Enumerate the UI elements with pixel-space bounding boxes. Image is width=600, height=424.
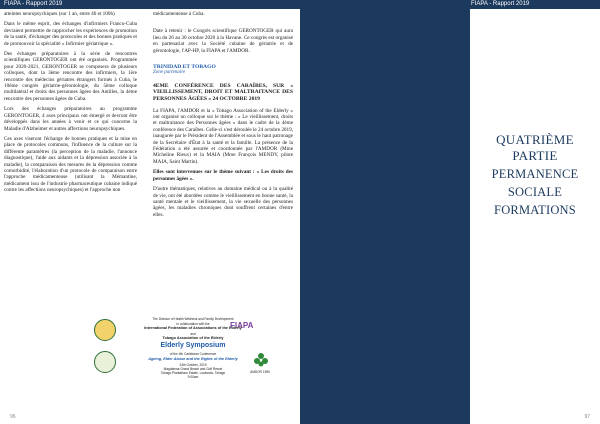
- part-title: QUATRIÈME PARTIE: [496, 132, 574, 163]
- fiapa-logo: FIAPA: [230, 321, 254, 330]
- paragraph: D'autre thématiques, relatives au domaine médical ou à la qualité de vie, ont été abordées comme le vieillissement en bonne santé, la santé mentale et le vieillissement, la vie sexuelle des personnes âgées, les maladies chroniques dont souffrent certaines d'entre elles.: [153, 186, 293, 218]
- part-subtitle-line: FORMATIONS: [494, 203, 576, 217]
- left-column: [4, 11, 137, 198]
- flyer-line: 9:00am: [187, 375, 199, 379]
- right-column: [153, 11, 293, 222]
- paragraph: médicamenteuse à Cuba.: [153, 11, 205, 17]
- paragraph: atteintes neuropsychiques (sur 1 an, entre 40 et 100h): [4, 11, 115, 17]
- right-header-title: FIAPA - Rapport 2019: [471, 1, 530, 7]
- paragraph: Elles sont intervenues sur le thème suivant : « Les droits des personnes âgées ».: [153, 169, 293, 182]
- flyer-line: Tobago Association of the Elderly: [162, 336, 224, 340]
- paragraph: Des échanges préparatoires à la série de rencontres scientifiques GERONTOGER ont été organisés. Programmée pour 2020-2021, GERONTOGER se composera de plusieurs colloques, dont la 3ème rencontre des infirmiers, la 1ère rencontre des médecins gériatres étrangers formés à Cuba, le 10ème congrès gériatrie-gérontologie, du 5ème colloque multilatéral et droits des personnes âgées des Antilles, la 4ème rencontre des personnes âgées de Cuba.: [4, 51, 137, 102]
- part-subtitle: [475, 165, 595, 219]
- region-title: TRINIDAD ET TOBAGO: [153, 64, 216, 71]
- part-subtitle-line: PERMANENCE SOCIALE: [491, 167, 579, 199]
- paragraph: Dans le même esprit, des échanges d'infirmiers Franco-Cuba devraient permettre de rapprocher les expériences de promotion de la santé, d'échanger des protocoles et des bonnes pratiques et de promouvoir la spécialité « Infirmier gériatrique ».: [4, 21, 137, 47]
- flyer-title: Elderly Symposium: [160, 342, 226, 349]
- flyer-line: 24th October, 2019: [179, 363, 207, 367]
- region-subtitle: Zone partenaire: [153, 70, 186, 76]
- flyer-line: Magdalena Grand Beach and Golf Resort: [163, 367, 223, 371]
- page-number: 97: [584, 414, 590, 420]
- flyer-line: The Division of Health Wellness and Family Development: [152, 317, 234, 321]
- paragraph: Ces axes viseront l'échange de bonnes pratiques et la mise en place de protocoles communs, l'influence de la culture sur la différente paramètres (la perception de la maladie, l'annonce diagnostique), l'aide aux aidants et la dépression associée à la maladie), la comparaison des mesures de la dépression comme comorbidité, l'élaboration d'un protocole de comparaison entre l'approche médicamenteuse (utilisant la Mémantine, médicament issu de l'industrie pharmaceutique cubaine indiqué contre les affections neuropsychiques) et l'approche non: [4, 135, 137, 194]
- symposium-flyer: [90, 315, 290, 410]
- coat-of-arms-logo: [94, 319, 116, 341]
- left-header-title: FIAPA - Rapport 2019: [4, 1, 63, 7]
- flyer-line: International Federation of Associations of the Elderly: [144, 326, 242, 330]
- paragraph: Lors des échanges préparatoires au programme GERONTOGER, 4 axes principaux ont émergé et devront être développés dans les années à venir et ce qui concerne la Maladie d'Alzheimer et autres affections neuropsychiques.: [4, 106, 137, 132]
- paragraph: La FIAPA, l'AMDOR et la « Tobago Association of the Elderly » ont organisé un colloque sur le thème : « Le vieillissement, droits et maltraitance des Personnes âgées » dans le cadre de la 4ème conférence des Caraïbes. Celle-ci s'est déroulée le 24 octobre 2019, inaugurée par le Président de l'Assemblée et sous le haut patronage de la Secrétaire d'État à la santé et la famille. La présence de la Fédération a été assurée et coordonnée par l'AMDOR (Mme Micheline Rieux) et la MAIA (Mme François MENDY, pilote MAIA, Saint Martin).: [153, 107, 293, 165]
- page-number: 96: [10, 414, 16, 420]
- conference-title: 4EME CONFÉRENCE DES CARAÏBES, SUR « VIEILLISSEMENT, DROIT ET MALTRAITANCE DES PERSONNES ÂGÉES » 24 OCTOBRE 2019: [153, 82, 293, 103]
- flyer-line: in collaboration with the: [176, 322, 210, 326]
- flyer-line: Tobago Plantations Estate, Lowlands, Tobago: [160, 371, 226, 375]
- flyer-line: of the 4th Caribbean Conference: [169, 352, 217, 356]
- paragraph: Date à retenir : le Congrès scientifique GERONTOGER qui aura lieu du 26 au 30 octobre 2020 à la Havane. Ce congrès est organisé en partenariat avec la Société cubaine de gériatrie et de gérontologie, l'AP-HP, la FIAPA et l'AMDOR.: [153, 28, 293, 54]
- navy-side-panel: [300, 0, 470, 424]
- right-page: [300, 0, 600, 424]
- flyer-line: Ageing, Elder Abuse and the Rights of the Elderly: [148, 357, 238, 361]
- flyer-line: and: [190, 332, 196, 336]
- tobago-association-logo: [94, 351, 116, 373]
- amdor-caption: AMDOR 1990: [250, 370, 270, 374]
